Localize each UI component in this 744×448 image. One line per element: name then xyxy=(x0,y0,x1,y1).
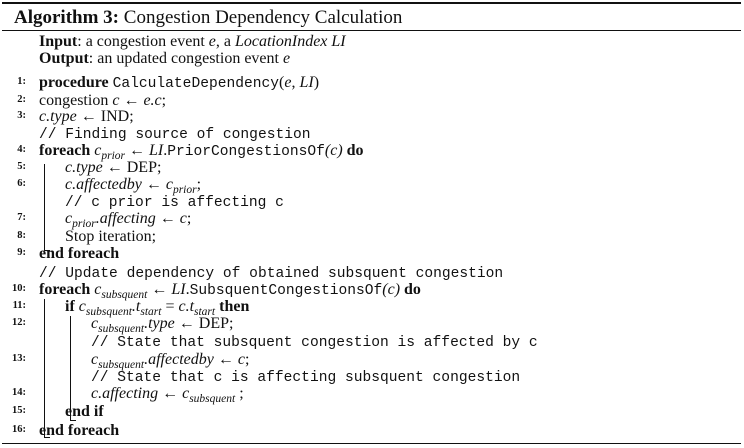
token-it: e.c xyxy=(143,92,162,109)
token-sub: subsquent xyxy=(98,323,145,335)
line-number: 16: xyxy=(12,424,26,435)
token-kw: then xyxy=(215,298,250,315)
token-it: c xyxy=(179,210,187,227)
line-text xyxy=(39,74,319,93)
token-sub: subsquent xyxy=(101,289,148,301)
code-line xyxy=(2,298,737,316)
token-it: c xyxy=(182,385,190,402)
token-rm: . xyxy=(163,142,168,159)
line-number: 4: xyxy=(17,144,26,155)
line-text xyxy=(91,333,538,352)
token-rm: ; xyxy=(244,351,250,368)
algorithm-title xyxy=(14,7,402,29)
token-kw: end foreach xyxy=(39,422,120,439)
token-it: c xyxy=(91,351,99,368)
code-line xyxy=(2,176,737,194)
token-sub: start xyxy=(194,306,216,318)
algorithm-box xyxy=(2,2,741,445)
code-line xyxy=(2,159,737,177)
token-kw: do xyxy=(400,281,421,298)
token-rm: ← IND; xyxy=(76,108,134,125)
token-rm: , xyxy=(291,74,300,91)
line-number: 10: xyxy=(12,283,26,294)
code-line xyxy=(2,315,737,333)
token-it: .type xyxy=(144,315,175,332)
token-rm: ← DEP; xyxy=(174,315,234,332)
line-number: 7: xyxy=(17,212,26,223)
output-line: Output: an updated congestion event e xyxy=(39,50,291,67)
line-number: 5: xyxy=(17,161,26,172)
line-number: 14: xyxy=(12,387,26,398)
line-number: 8: xyxy=(17,230,26,241)
token-sub: subsquent xyxy=(98,359,145,371)
token-sub: prior xyxy=(101,150,126,162)
token-rm: congestion xyxy=(39,92,113,109)
token-rm: ; xyxy=(186,210,192,227)
token-rm: ← xyxy=(141,176,166,193)
token-rm: ; xyxy=(196,176,202,193)
token-it: .t xyxy=(131,298,141,315)
token-kw: foreach xyxy=(39,142,95,159)
token-mono: SubsquentCongestionsOf xyxy=(189,283,383,299)
token-it: LI xyxy=(299,74,314,91)
code-line xyxy=(2,281,737,299)
token-mono: // c prior is affecting c xyxy=(65,195,284,211)
token-rm: . xyxy=(185,281,190,298)
comment-line xyxy=(2,193,737,211)
line-number: 15: xyxy=(12,405,26,416)
line-number: 1: xyxy=(17,76,26,87)
line-text xyxy=(39,108,134,126)
token-it: (c) xyxy=(324,142,343,159)
code-line xyxy=(2,422,737,440)
line-number: 13: xyxy=(12,353,26,364)
comment-line xyxy=(2,333,737,351)
token-rm: ; xyxy=(235,385,244,402)
code-line xyxy=(2,351,737,369)
token-mono: PriorCongestionsOf xyxy=(167,144,325,160)
token-it: c xyxy=(65,210,73,227)
token-rm: ← xyxy=(125,142,150,159)
token-it: c.type xyxy=(39,108,77,125)
token-it: c.affectedby xyxy=(65,176,142,193)
code-line xyxy=(2,74,737,92)
line-text xyxy=(39,422,119,440)
title-rule xyxy=(2,30,741,31)
token-rm: ← DEP; xyxy=(102,159,162,176)
token-it: c.affecting xyxy=(91,385,159,402)
line-text xyxy=(91,385,244,404)
token-sub: subsquent xyxy=(85,306,132,318)
foreach-block-bar xyxy=(44,164,45,250)
token-rm: ← xyxy=(158,385,183,402)
token-it: LI xyxy=(149,142,164,159)
token-kw: foreach xyxy=(39,281,95,298)
token-it: c xyxy=(94,281,102,298)
token-kw: if xyxy=(65,298,79,315)
token-sub: subsquent xyxy=(189,393,236,405)
code-line xyxy=(2,385,737,403)
algorithm-label: Algorithm 3: xyxy=(14,7,120,28)
line-text xyxy=(65,210,191,229)
foreach-block-hook xyxy=(44,250,50,251)
line-number: 3: xyxy=(17,110,26,121)
token-it: (c) xyxy=(382,281,401,298)
token-mono: // State that subsquent congestion is affected by c xyxy=(91,335,538,351)
token-kw: procedure xyxy=(39,74,113,91)
if-block-hook xyxy=(70,420,76,421)
code-line xyxy=(2,403,737,421)
token-rm: ← xyxy=(155,210,180,227)
token-it: .affectedby xyxy=(144,351,214,368)
token-rm: ← xyxy=(213,351,238,368)
line-text xyxy=(91,315,233,334)
token-rm: ← xyxy=(147,281,172,298)
token-rm: Stop iteration; xyxy=(65,228,157,245)
foreach2-block-bar xyxy=(44,299,45,437)
token-it: e xyxy=(284,74,292,91)
line-number: 12: xyxy=(12,317,26,328)
token-sub: start xyxy=(140,306,162,318)
token-mono: CalculateDependency xyxy=(112,76,280,92)
token-rm: = xyxy=(161,298,179,315)
comment-line xyxy=(2,264,737,282)
code-line xyxy=(2,228,737,246)
token-it: c xyxy=(165,176,173,193)
line-number: 11: xyxy=(12,300,26,311)
foreach2-block-hook xyxy=(44,437,50,438)
code-line xyxy=(2,142,737,160)
token-it: c.type xyxy=(65,159,103,176)
token-it: c xyxy=(237,351,245,368)
line-text xyxy=(65,228,156,246)
line-text xyxy=(39,245,119,263)
token-rm: ; xyxy=(161,92,167,109)
token-sub: prior xyxy=(172,184,197,196)
token-it: c xyxy=(94,142,102,159)
token-sub: prior xyxy=(72,218,96,230)
algorithm-name: Congestion Dependency Calculation xyxy=(123,7,403,28)
token-kw: end if xyxy=(65,403,104,420)
token-mono: // Update dependency of obtained subsquent congestion xyxy=(39,266,504,282)
input-line: Input: a congestion event e, a LocationIndex LI xyxy=(39,33,346,50)
token-rm: ( xyxy=(279,74,285,91)
token-mono: // State that c is affecting subsquent congestion xyxy=(91,370,521,386)
token-kw: do xyxy=(342,142,364,159)
token-it: c xyxy=(91,315,99,332)
token-it: .affecting xyxy=(95,210,156,227)
code-line xyxy=(2,210,737,228)
code-line xyxy=(2,108,737,126)
line-number: 9: xyxy=(17,247,26,258)
top-rule xyxy=(2,2,741,4)
token-it: c xyxy=(112,92,120,109)
comment-line xyxy=(2,368,737,386)
token-it: c.t xyxy=(178,298,195,315)
token-kw: end foreach xyxy=(39,245,120,262)
comment-line xyxy=(2,125,737,143)
bottom-rule xyxy=(2,443,741,444)
code-line xyxy=(2,245,737,263)
token-it: c xyxy=(78,298,86,315)
token-rm: ) xyxy=(313,74,320,91)
line-number: 6: xyxy=(17,178,26,189)
token-it: LI xyxy=(171,281,186,298)
token-mono: // Finding source of congestion xyxy=(39,127,311,143)
line-number: 2: xyxy=(17,94,26,105)
token-rm: ← xyxy=(119,92,144,109)
line-text xyxy=(65,159,161,177)
if-block-bar xyxy=(70,316,71,420)
